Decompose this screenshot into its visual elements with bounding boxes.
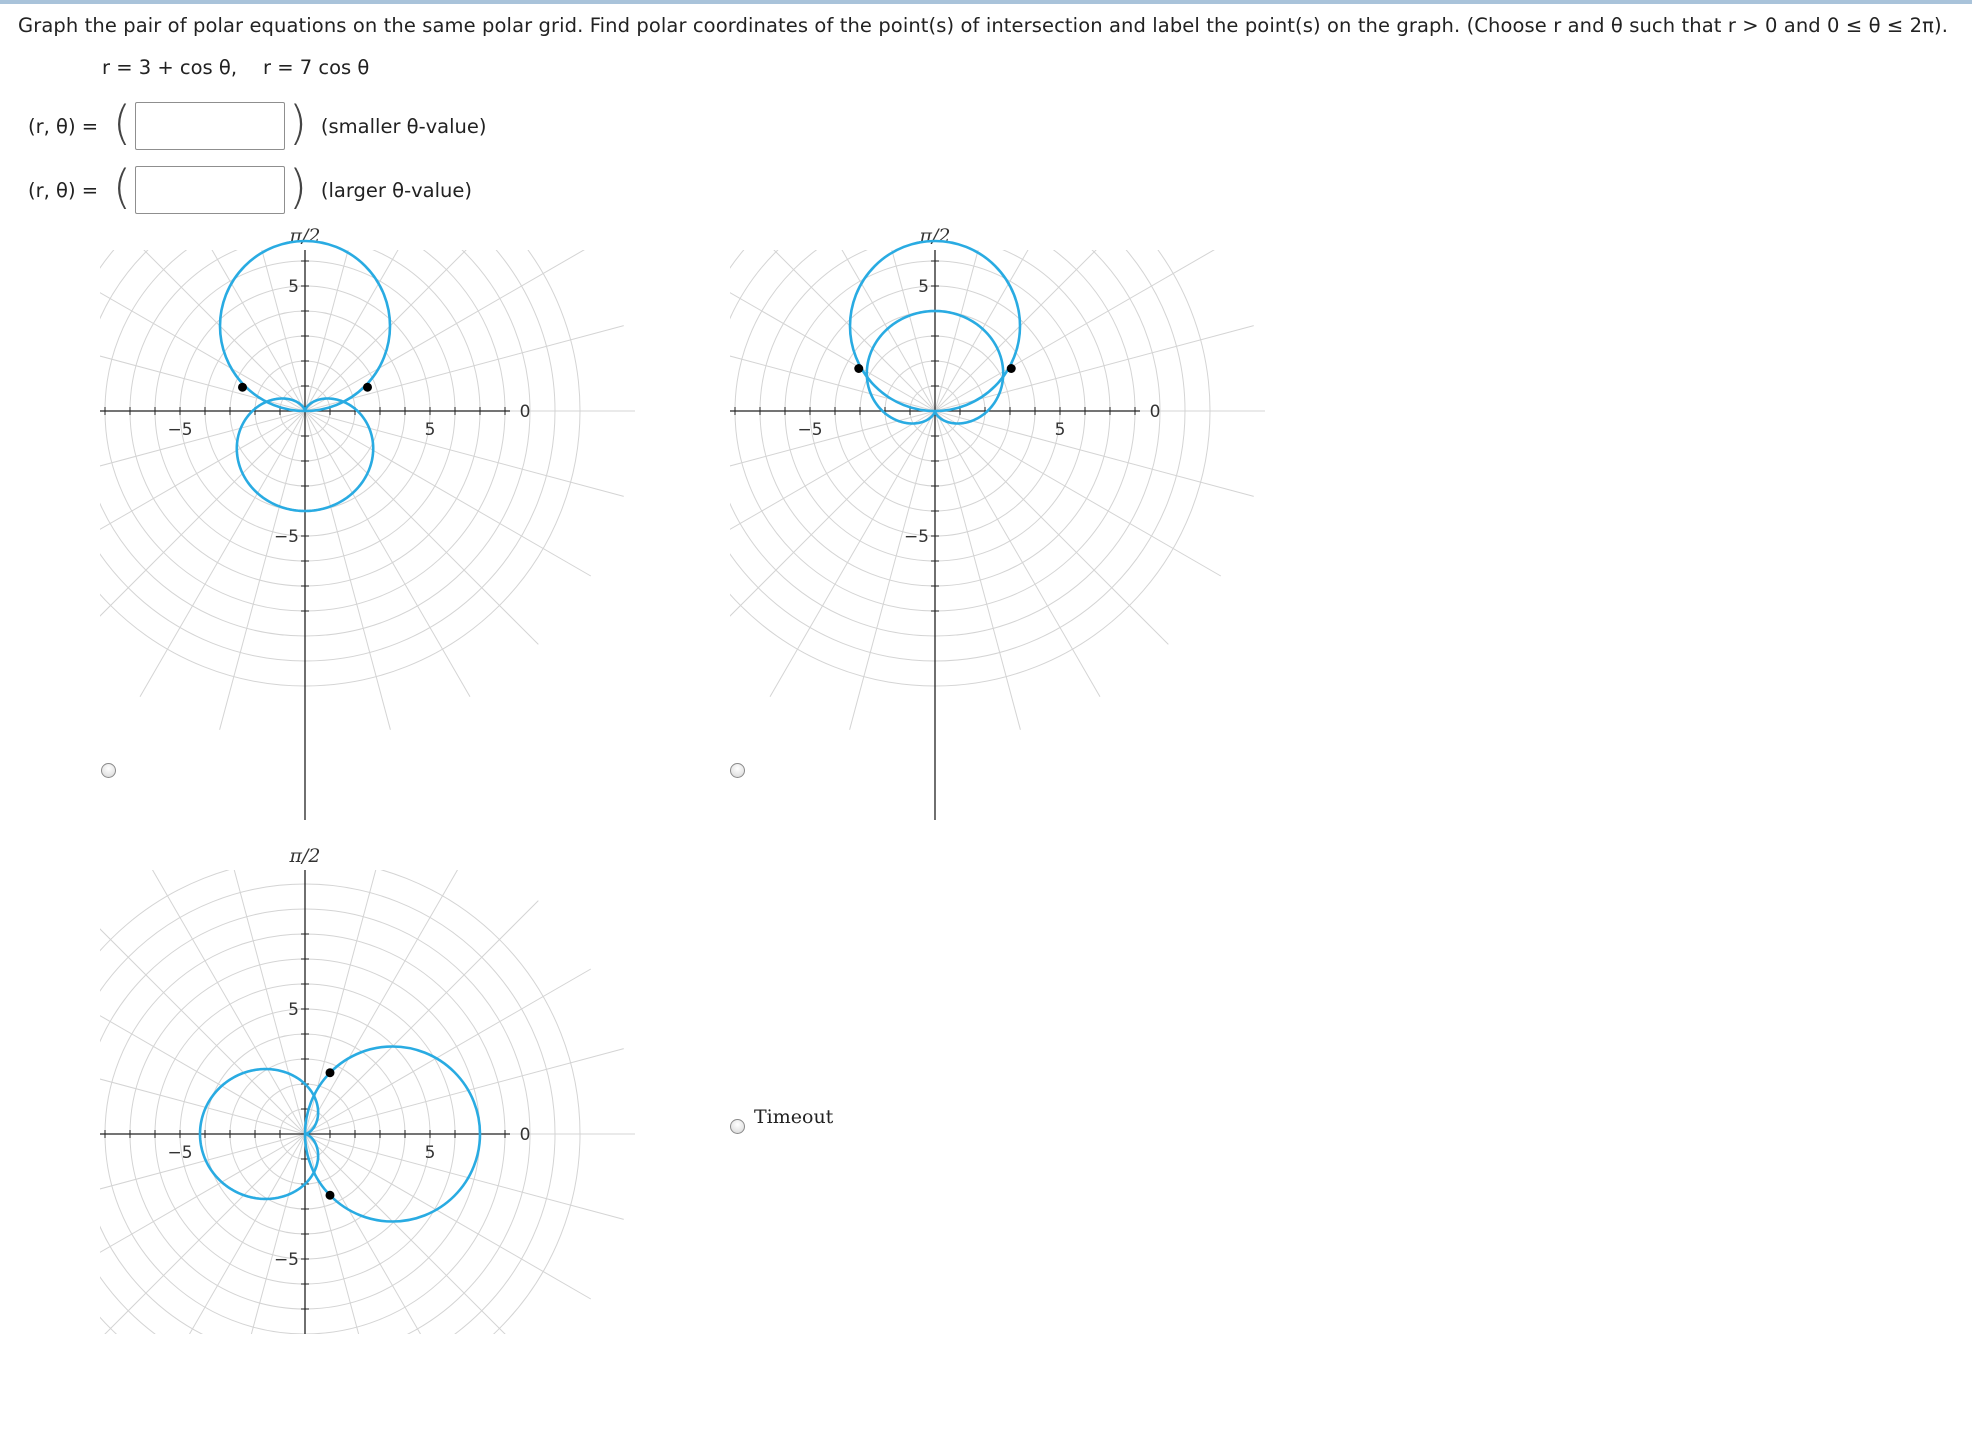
grid-circle xyxy=(100,220,555,661)
angle-label-pi-over-2: π/2 xyxy=(919,225,951,247)
intersection-point xyxy=(326,1191,335,1200)
angle-label-pi-over-2: π/2 xyxy=(289,845,321,867)
radio-option-a[interactable] xyxy=(101,763,116,778)
top-border xyxy=(0,0,1972,4)
equations xyxy=(102,56,369,79)
y-tick-label-neg5: −5 xyxy=(273,1250,299,1270)
y-tick-label-5: 5 xyxy=(288,1000,299,1020)
answer-row-larger xyxy=(28,160,472,220)
x-tick-label-5: 5 xyxy=(424,420,436,440)
axes xyxy=(730,250,1140,820)
grid-ray xyxy=(140,220,305,411)
intersection-point xyxy=(326,1068,335,1077)
right-paren: ) xyxy=(288,96,307,150)
axes xyxy=(100,870,510,1334)
grid-circle xyxy=(730,220,1210,686)
polar-grid xyxy=(100,840,635,1440)
grid-ray xyxy=(305,220,390,411)
x-tick-label-neg5: −5 xyxy=(797,420,823,440)
polar-grid xyxy=(100,220,635,741)
intersection-point xyxy=(1007,364,1016,373)
answer-label: (r, θ) = xyxy=(28,114,99,138)
x-tick-label-5: 5 xyxy=(1054,420,1066,440)
y-tick-label-5: 5 xyxy=(288,277,299,297)
equation-2: r = 7 cos θ xyxy=(263,56,370,79)
equation-1: r = 3 + cos θ, xyxy=(102,56,238,79)
answer-label: (r, θ) = xyxy=(28,178,99,202)
intersection-point xyxy=(238,383,247,392)
grid-circle xyxy=(100,220,580,686)
question-instruction: Graph the pair of polar equations on the same polar grid. Find polar coordinates of the point(s) of intersection and label the point(s) on the graph. (Choose r and θ such that r > 0 and 0 ≤ θ ≤ 2π). xyxy=(18,14,1949,37)
answer-input-smaller-theta[interactable] xyxy=(135,102,285,150)
polar-graph-option-b xyxy=(730,220,1290,820)
angle-label-zero: 0 xyxy=(519,402,531,422)
grid-ray xyxy=(305,1134,538,1367)
angle-label-pi-over-2: π/2 xyxy=(289,225,321,247)
answer-note-smaller: (smaller θ-value) xyxy=(320,114,487,138)
left-paren: ( xyxy=(113,160,131,214)
answer-note-larger: (larger θ-value) xyxy=(320,178,472,202)
answer-row-smaller xyxy=(28,96,487,156)
grid-ray xyxy=(850,220,935,411)
grid-ray xyxy=(100,246,305,411)
polar-graph-option-a xyxy=(100,220,660,820)
y-tick-label-5: 5 xyxy=(918,277,929,297)
grid-ray xyxy=(935,411,1168,644)
grid-ray xyxy=(305,901,538,1134)
grid-ray xyxy=(220,220,305,411)
answer-input-larger-theta[interactable] xyxy=(135,166,285,214)
radio-option-timeout[interactable] xyxy=(730,1119,745,1134)
intersection-point xyxy=(363,383,372,392)
polar-grid xyxy=(730,220,1265,741)
grid-ray xyxy=(730,246,935,411)
grid-ray xyxy=(220,1134,305,1440)
grid-circle xyxy=(730,220,1185,661)
polar-graph-option-c xyxy=(100,840,660,1440)
angle-label-zero: 0 xyxy=(519,1125,531,1145)
grid-ray xyxy=(935,220,1020,411)
x-tick-label-neg5: −5 xyxy=(167,1143,193,1163)
right-paren: ) xyxy=(288,160,307,214)
radio-option-b[interactable] xyxy=(730,763,745,778)
angle-label-zero: 0 xyxy=(1149,402,1161,422)
intersection-point xyxy=(854,364,863,373)
grid-ray xyxy=(305,411,538,644)
grid-ray xyxy=(730,411,935,576)
x-tick-label-neg5: −5 xyxy=(167,420,193,440)
timeout-label: Timeout xyxy=(754,1106,834,1128)
grid-ray xyxy=(100,1134,305,1299)
grid-ray xyxy=(100,969,305,1134)
left-paren: ( xyxy=(113,96,131,150)
grid-ray xyxy=(100,411,305,576)
y-tick-label-neg5: −5 xyxy=(903,527,929,547)
x-tick-label-5: 5 xyxy=(424,1143,436,1163)
axes xyxy=(100,250,510,820)
grid-ray xyxy=(305,220,470,411)
y-tick-label-neg5: −5 xyxy=(273,527,299,547)
